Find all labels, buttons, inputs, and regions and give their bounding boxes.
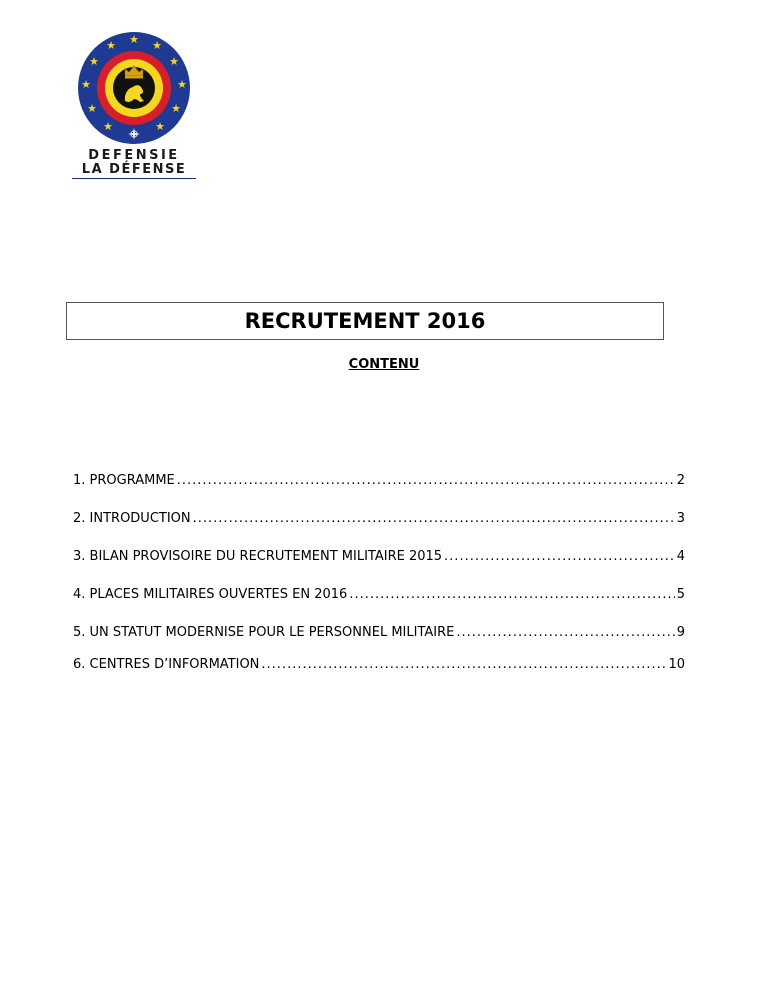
svg-text:★: ★ bbox=[152, 39, 162, 52]
toc-entry-label: 6. CENTRES D’INFORMATION bbox=[73, 657, 260, 672]
toc-leader-dots bbox=[349, 587, 674, 602]
toc-entry-label: 2. INTRODUCTION bbox=[73, 511, 191, 526]
svg-text:★: ★ bbox=[87, 102, 97, 115]
toc-leader-dots bbox=[261, 657, 666, 672]
toc-page-number: 5 bbox=[676, 587, 685, 602]
toc-entry[interactable] bbox=[73, 511, 685, 526]
toc-page-number: 4 bbox=[676, 549, 685, 564]
belgian-defence-emblem-icon bbox=[72, 30, 196, 148]
svg-text:★: ★ bbox=[171, 102, 181, 115]
title-box bbox=[66, 302, 664, 340]
defense-logo bbox=[72, 30, 196, 180]
toc-leader-dots bbox=[193, 511, 675, 526]
toc-entry[interactable] bbox=[73, 473, 685, 488]
toc-entry[interactable] bbox=[73, 587, 685, 602]
toc-page-number: 10 bbox=[668, 657, 685, 672]
contents-heading: CONTENU bbox=[348, 357, 420, 372]
toc-entry[interactable] bbox=[73, 549, 685, 564]
toc-entry-label: 1. PROGRAMME bbox=[73, 473, 175, 488]
toc-leader-dots bbox=[177, 473, 675, 488]
page-title: RECRUTEMENT 2016 bbox=[244, 309, 486, 333]
toc-entry[interactable] bbox=[73, 625, 685, 640]
svg-text:★: ★ bbox=[177, 78, 187, 91]
svg-text:★: ★ bbox=[81, 78, 91, 91]
toc-page-number: 3 bbox=[676, 511, 685, 526]
toc-leader-dots bbox=[456, 625, 674, 640]
svg-text:★: ★ bbox=[155, 120, 165, 133]
toc-entry[interactable] bbox=[73, 657, 685, 672]
svg-text:★: ★ bbox=[129, 33, 139, 46]
toc-leader-dots bbox=[444, 549, 675, 564]
svg-text:★: ★ bbox=[106, 39, 116, 52]
toc-entry-label: 4. PLACES MILITAIRES OUVERTES EN 2016 bbox=[73, 587, 348, 602]
toc-page-number: 2 bbox=[676, 473, 685, 488]
svg-text:★: ★ bbox=[169, 55, 179, 68]
svg-text:★: ★ bbox=[103, 120, 113, 133]
svg-text:★: ★ bbox=[89, 55, 99, 68]
toc-entry-label: 5. UN STATUT MODERNISE POUR LE PERSONNEL MILITAIRE bbox=[73, 625, 455, 640]
logo-text-la-defense: LA DÉFENSE bbox=[72, 162, 196, 179]
toc-page-number: 9 bbox=[676, 625, 685, 640]
toc-entry-label: 3. BILAN PROVISOIRE DU RECRUTEMENT MILITAIRE 2015 bbox=[73, 549, 443, 564]
logo-text-defensie: DEFENSIE bbox=[88, 148, 180, 163]
